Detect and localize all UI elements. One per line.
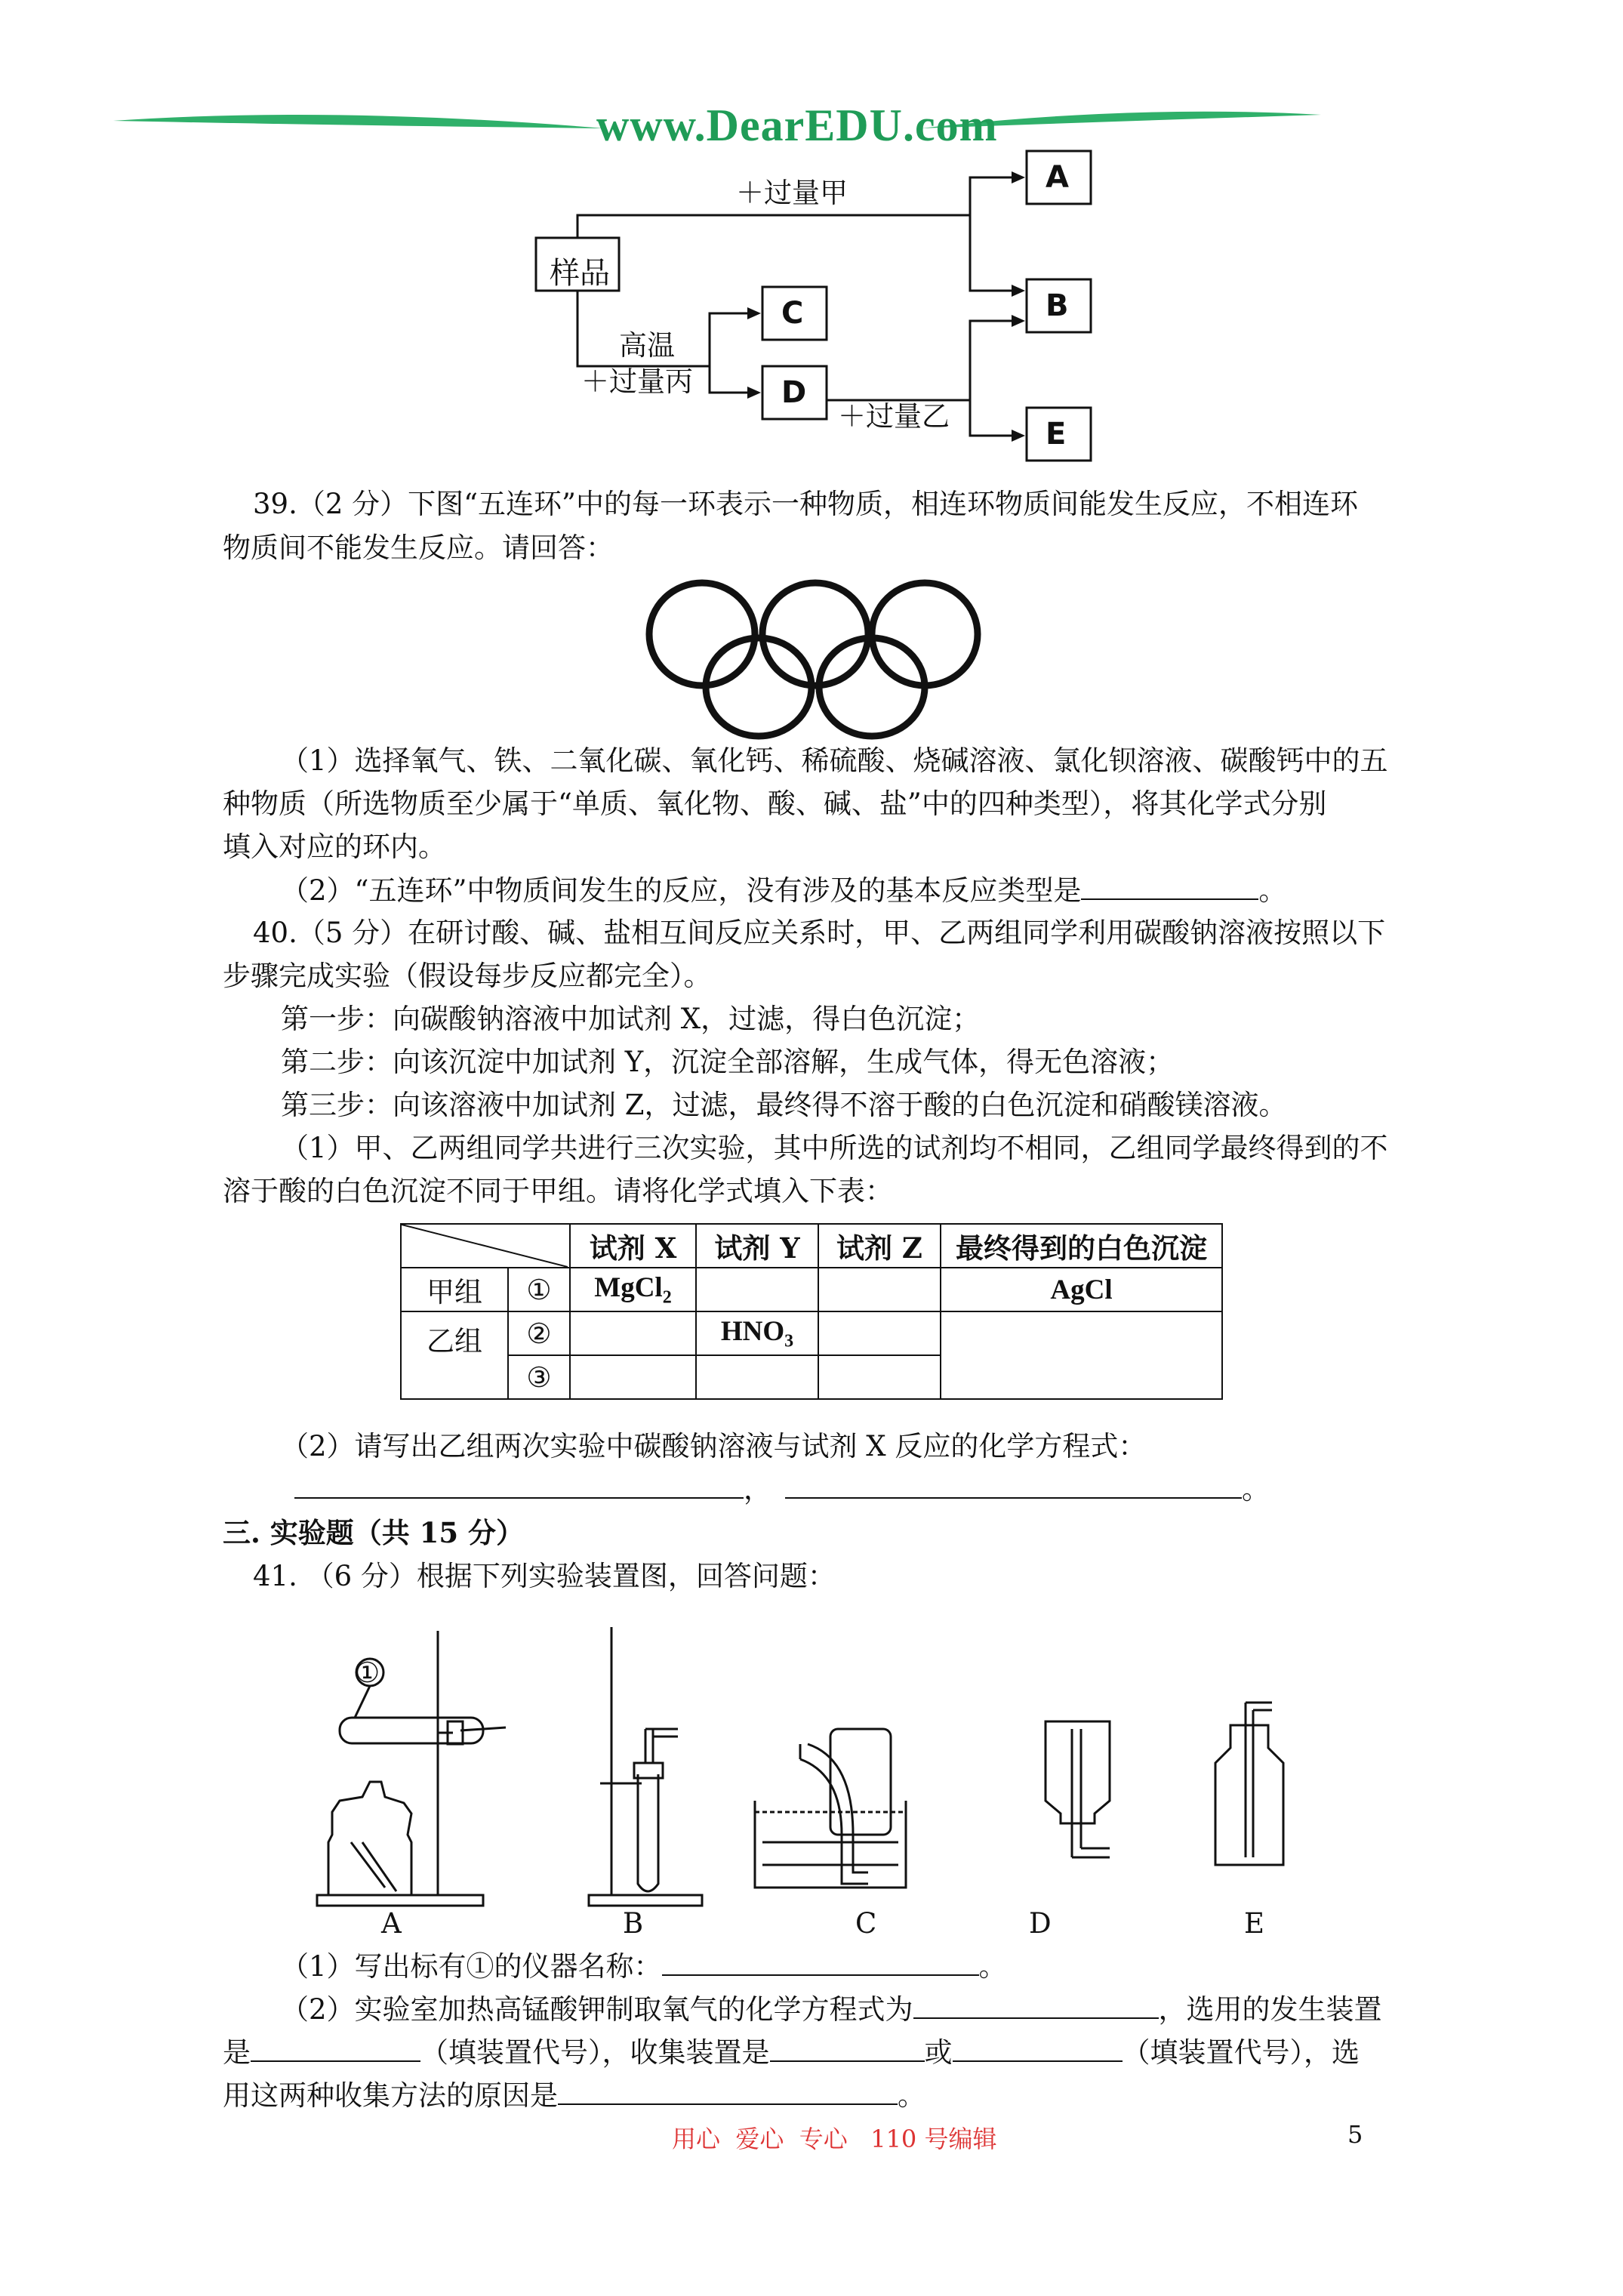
apparatus-b bbox=[589, 1627, 702, 1906]
table-row-num-3: ③ bbox=[508, 1355, 570, 1399]
q41-instrument-blank[interactable] bbox=[662, 1947, 979, 1976]
flow-edge-bing: ＋过量丙 bbox=[581, 365, 693, 398]
q40-equation-blank-1[interactable] bbox=[294, 1470, 744, 1499]
flow-edge-gaowen: 高温 bbox=[619, 329, 675, 362]
q39-answer-blank[interactable] bbox=[1081, 871, 1258, 900]
flow-label-d: D bbox=[781, 375, 807, 410]
q41-p2-text2a: 是 bbox=[223, 2036, 251, 2069]
q40-p1-line2: 溶于酸的白色沉淀不同于甲组。请将化学式填入下表： bbox=[223, 1175, 893, 1207]
flow-label-b: B bbox=[1046, 288, 1069, 323]
section3-title: 三. 实验题（共 15 分） bbox=[223, 1516, 525, 1549]
table-header-final: 最终得到的白色沉淀 bbox=[941, 1224, 1222, 1268]
q40-step1: 第一步：向碳酸钠溶液中加试剂 X，过滤，得白色沉淀； bbox=[281, 1003, 981, 1035]
q41-p2-text1-end: ，选用的发生装置 bbox=[1158, 1993, 1382, 2026]
q41-generator-blank[interactable] bbox=[251, 2033, 420, 2062]
table-diagonal bbox=[402, 1225, 568, 1267]
q41-p2-text1: （2）实验室加热高锰酸钾制取氧气的化学方程式为 bbox=[281, 1993, 913, 2026]
five-rings-figure bbox=[634, 570, 996, 744]
flow-edge-jia: ＋过量甲 bbox=[736, 177, 848, 209]
q41-p1-text: （1）写出标有①的仪器名称： bbox=[281, 1950, 662, 1983]
table-group-jia: 甲组 bbox=[401, 1268, 508, 1311]
table-cell-z1[interactable] bbox=[818, 1268, 941, 1311]
q40-step3: 第三步：向该溶液中加试剂 Z，过滤，最终得不溶于酸的白色沉淀和硝酸镁溶液。 bbox=[281, 1089, 1287, 1121]
table-cell-y1[interactable] bbox=[696, 1268, 818, 1311]
table-header-x: 试剂 X bbox=[570, 1224, 696, 1268]
q39-p2 bbox=[281, 870, 1286, 912]
apparatus-label-e: E bbox=[1244, 1907, 1265, 1940]
q40-p2-end: 。 bbox=[1242, 1473, 1270, 1505]
ring-4 bbox=[706, 638, 812, 736]
q41-p2-text3-end: 。 bbox=[898, 2079, 925, 2112]
flow-label-sample: 样品 bbox=[550, 256, 610, 291]
q39-p1-line2: 种物质（所选物质至少属于“单质、氧化物、酸、碱、盐”中的四种类型），将其化学式分别 bbox=[223, 787, 1327, 820]
table-row-num-2: ② bbox=[508, 1311, 570, 1355]
table-row bbox=[401, 1268, 1222, 1311]
q41-collector-blank-1[interactable] bbox=[770, 2033, 925, 2062]
table-corner-cell bbox=[401, 1224, 570, 1268]
ring-1 bbox=[649, 583, 755, 686]
table-cell-y2: $HNO_3$ bbox=[696, 1311, 818, 1355]
table-header-row bbox=[401, 1224, 1222, 1268]
flow-label-c: C bbox=[781, 296, 804, 331]
table-cell-z2[interactable] bbox=[818, 1311, 941, 1355]
q40-step2: 第二步：向该沉淀中加试剂 Y，沉淀全部溶解，生成气体，得无色溶液； bbox=[281, 1046, 1175, 1078]
q41-p2-text2d: （填装置代号），选 bbox=[1122, 2036, 1360, 2069]
brand-title: www.DearEDU.com bbox=[596, 100, 998, 150]
table-cell-final1: AgCl bbox=[941, 1268, 1222, 1311]
q41-p2-text2c: 或 bbox=[924, 2036, 953, 2069]
table-cell-z3[interactable] bbox=[818, 1355, 941, 1399]
q41-p1 bbox=[281, 1946, 1007, 1988]
ring-2 bbox=[762, 583, 868, 686]
apparatus-e bbox=[1215, 1703, 1283, 1865]
q41-p2-text3: 用这两种收集方法的原因是 bbox=[223, 2079, 558, 2112]
results-table bbox=[400, 1223, 1223, 1400]
apparatus-label-c: C bbox=[855, 1907, 877, 1940]
apparatus-figure bbox=[310, 1616, 1366, 1933]
q39-p1-line3: 填入对应的环内。 bbox=[223, 831, 446, 863]
q41-p2-text2b: （填装置代号），收集装置是 bbox=[420, 2036, 770, 2069]
table-cell-x2[interactable] bbox=[570, 1311, 696, 1355]
q41-collector-blank-2[interactable] bbox=[953, 2033, 1123, 2062]
table-cell-x1: MgCl$_2$ bbox=[570, 1268, 696, 1311]
table-row bbox=[401, 1311, 1222, 1355]
q40-p1-line1: （1）甲、乙两组同学共进行三次实验，其中所选的试剂均不相同，乙组同学最终得到的不 bbox=[281, 1132, 1388, 1164]
q39-line1: 39.（2 分）下图“五连环”中的每一环表示一种物质，相连环物质间能发生反应，不相连环 bbox=[253, 488, 1358, 520]
apparatus-a bbox=[317, 1631, 506, 1906]
table-cell-y3[interactable] bbox=[696, 1355, 818, 1399]
table-header-z: 试剂 Z bbox=[818, 1224, 941, 1268]
q40-equations bbox=[294, 1469, 1270, 1511]
q41-equation-blank[interactable] bbox=[913, 1990, 1159, 2019]
q39-p2-end: 。 bbox=[1258, 874, 1287, 907]
table-group-yi: 乙组 bbox=[401, 1311, 508, 1399]
q40-p2: （2）请写出乙组两次实验中碳酸钠溶液与试剂 X 反应的化学方程式： bbox=[281, 1430, 1147, 1462]
footer-slogan: 用心 爱心 专心 110 号编辑 bbox=[672, 2125, 997, 2153]
table-cell-final2[interactable] bbox=[941, 1311, 1222, 1399]
apparatus-marker-1: ① bbox=[355, 1657, 380, 1689]
table-header-y: 试剂 Y bbox=[696, 1224, 818, 1268]
q41-reason-blank[interactable] bbox=[558, 2076, 898, 2105]
q41-p2-line2 bbox=[223, 2032, 1360, 2074]
q41-p2-line1 bbox=[281, 1989, 1382, 2031]
apparatus-label-d: D bbox=[1029, 1907, 1052, 1940]
apparatus-d bbox=[1046, 1721, 1110, 1857]
table-row-num-1: ① bbox=[508, 1268, 570, 1311]
q41-p2-line3 bbox=[223, 2075, 925, 2117]
q39-p2-text: （2）“五连环”中物质间发生的反应，没有涉及的基本反应类型是 bbox=[281, 874, 1082, 907]
q39-p1-line1: （1）选择氧气、铁、二氧化碳、氧化钙、稀硫酸、烧碱溶液、氯化钡溶液、碳酸钙中的五 bbox=[281, 744, 1388, 777]
q40-equation-blank-2[interactable] bbox=[785, 1470, 1242, 1499]
table-cell-x3[interactable] bbox=[570, 1355, 696, 1399]
apparatus-c bbox=[755, 1729, 906, 1888]
q41-line1: 41. （6 分）根据下列实验装置图，回答问题： bbox=[253, 1560, 836, 1592]
q41-p1-end: 。 bbox=[978, 1950, 1007, 1983]
apparatus-label-a: A bbox=[381, 1907, 402, 1940]
flow-edge-yi: ＋过量乙 bbox=[838, 400, 950, 433]
q39-line2: 物质间不能发生反应。请回答： bbox=[223, 532, 614, 564]
q40-p2-sep: ， bbox=[744, 1473, 771, 1505]
flow-label-e: E bbox=[1046, 417, 1067, 451]
page-number: 5 bbox=[1347, 2120, 1363, 2149]
q40-line1: 40.（5 分）在研讨酸、碱、盐相互间反应关系时，甲、乙两组同学利用碳酸钠溶液按照以下 bbox=[253, 917, 1386, 949]
q40-line2: 步骤完成实验（假设每步反应都完全）。 bbox=[223, 960, 712, 992]
apparatus-label-b: B bbox=[623, 1907, 644, 1940]
flow-label-a: A bbox=[1046, 160, 1069, 195]
